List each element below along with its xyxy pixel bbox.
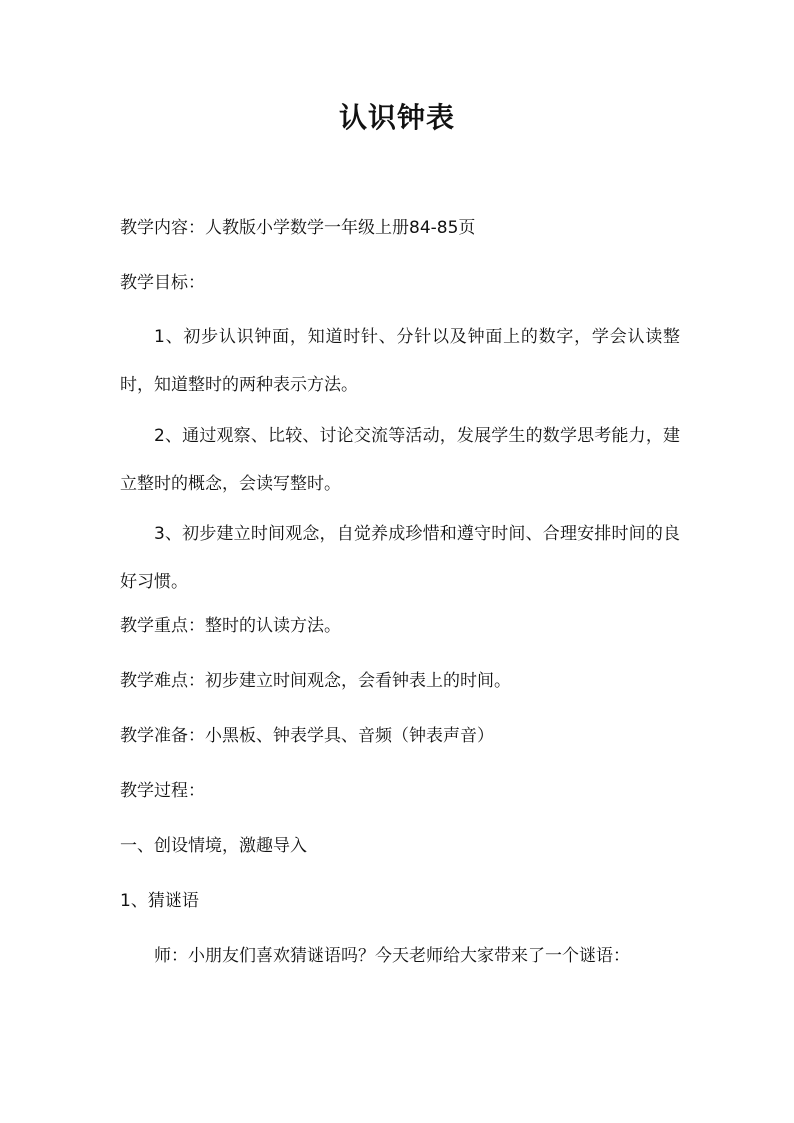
teaching-content: 教学内容：人教版小学数学一年级上册84-85页	[120, 218, 476, 238]
key-point: 教学重点：整时的认读方法。	[120, 616, 341, 636]
subsection-heading-one: 1、猜谜语	[120, 891, 199, 911]
document-title: 认识钟表	[338, 101, 455, 134]
teacher-line: 师：小朋友们喜欢猜谜语吗？今天老师给大家带来了一个谜语：	[154, 946, 630, 966]
process-heading: 教学过程：	[120, 781, 205, 801]
goal-item-1: 1、初步认识钟面，知道时针、分针以及钟面上的数字，学会认读整时，知道整时的两种表示方法。	[120, 327, 680, 395]
preparation: 教学准备：小黑板、钟表学具、音频（钟表声音）	[120, 726, 494, 746]
goal-item-3: 3、初步建立时间观念，自觉养成珍惜和遵守时间、合理安排时间的良好习惯。	[120, 524, 680, 592]
section-heading-one: 一、创设情境，激趣导入	[120, 836, 307, 856]
teaching-goals-heading: 教学目标：	[120, 273, 205, 293]
difficult-point: 教学难点：初步建立时间观念，会看钟表上的时间。	[120, 671, 511, 691]
goal-item-2: 2、通过观察、比较、讨论交流等活动，发展学生的数学思考能力，建立整时的概念，会读写整时。	[120, 426, 680, 494]
